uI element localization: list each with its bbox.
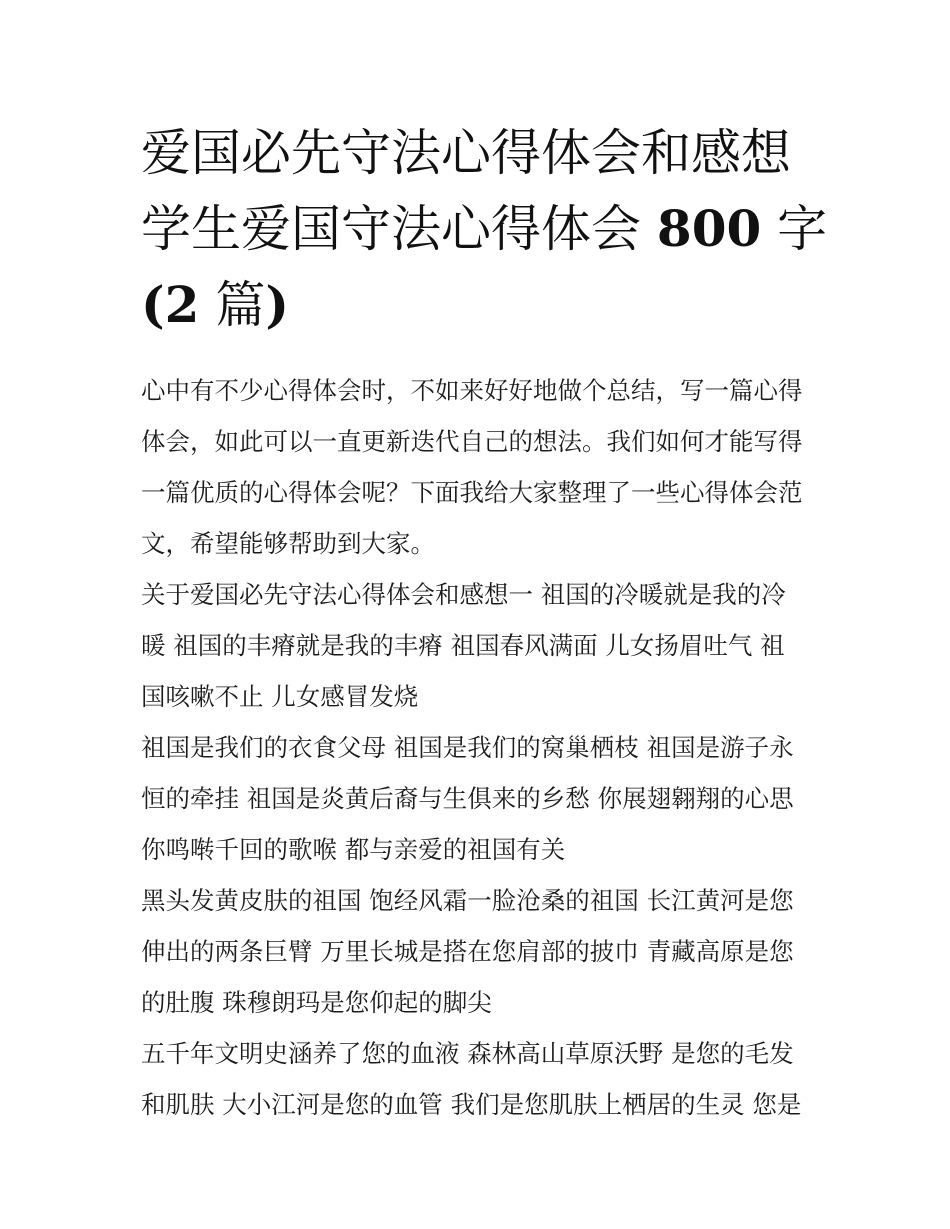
- paragraph-line: 国咳嗽不止 儿女感冒发烧: [141, 682, 419, 711]
- paragraph-line: 恒的牵挂 祖国是炎黄后裔与生俱来的乡愁 你展翅翱翔的心思: [141, 784, 794, 813]
- paragraph-line: 心中有不少心得体会时，不如来好好地做个总结，写一篇心得: [141, 376, 803, 405]
- paragraph-line: 和肌肤 大小江河是您的血管 我们是您肌肤上栖居的生灵 您是: [141, 1090, 802, 1119]
- paragraph-line: 关于爱国必先守法心得体会和感想一 祖国的冷暖就是我的冷: [141, 580, 786, 609]
- paragraph-intro: [141, 365, 813, 569]
- paragraph-4: [141, 875, 813, 1028]
- paragraph-line: 黑头发黄皮肤的祖国 饱经风霜一脸沧桑的祖国 长江黄河是您: [141, 886, 794, 915]
- title-line-2: 学生爱国守法心得体会 800 字: [141, 199, 828, 258]
- paragraph-3: [141, 722, 813, 875]
- paragraph-line: 祖国是我们的衣食父母 祖国是我们的窝巢栖枝 祖国是游子永: [141, 733, 794, 762]
- paragraph-2: [141, 569, 813, 722]
- document-content: [141, 116, 828, 1130]
- title-line-3: (2 篇): [141, 275, 290, 334]
- title-line-1: 爱国必先守法心得体会和感想: [141, 124, 791, 182]
- document-title: [141, 116, 828, 343]
- title-close-paren: ): [265, 275, 290, 334]
- paragraph-5: [141, 1028, 813, 1130]
- paragraph-line: 的肚腹 珠穆朗玛是您仰起的脚尖: [141, 988, 492, 1017]
- paragraph-line: 伸出的两条巨臂 万里长城是搭在您肩部的披巾 青藏高原是您: [141, 937, 794, 966]
- title-number: 800: [656, 199, 762, 258]
- paragraph-line: 一篇优质的心得体会呢？下面我给大家整理了一些心得体会范: [141, 478, 803, 507]
- paragraph-line: 体会，如此可以一直更新迭代自己的想法。我们如何才能写得: [141, 427, 803, 456]
- title-count: (2: [141, 275, 200, 334]
- paragraph-line: 你鸣啭千回的歌喉 都与亲爱的祖国有关: [141, 835, 566, 864]
- paragraph-line: 文，希望能够帮助到大家。: [141, 529, 435, 558]
- paragraph-line: 五千年文明史涵养了您的血液 森林高山草原沃野 是您的毛发: [141, 1039, 794, 1068]
- paragraph-line: 暖 祖国的丰瘠就是我的丰瘠 祖国春风满面 儿女扬眉吐气 祖: [141, 631, 785, 660]
